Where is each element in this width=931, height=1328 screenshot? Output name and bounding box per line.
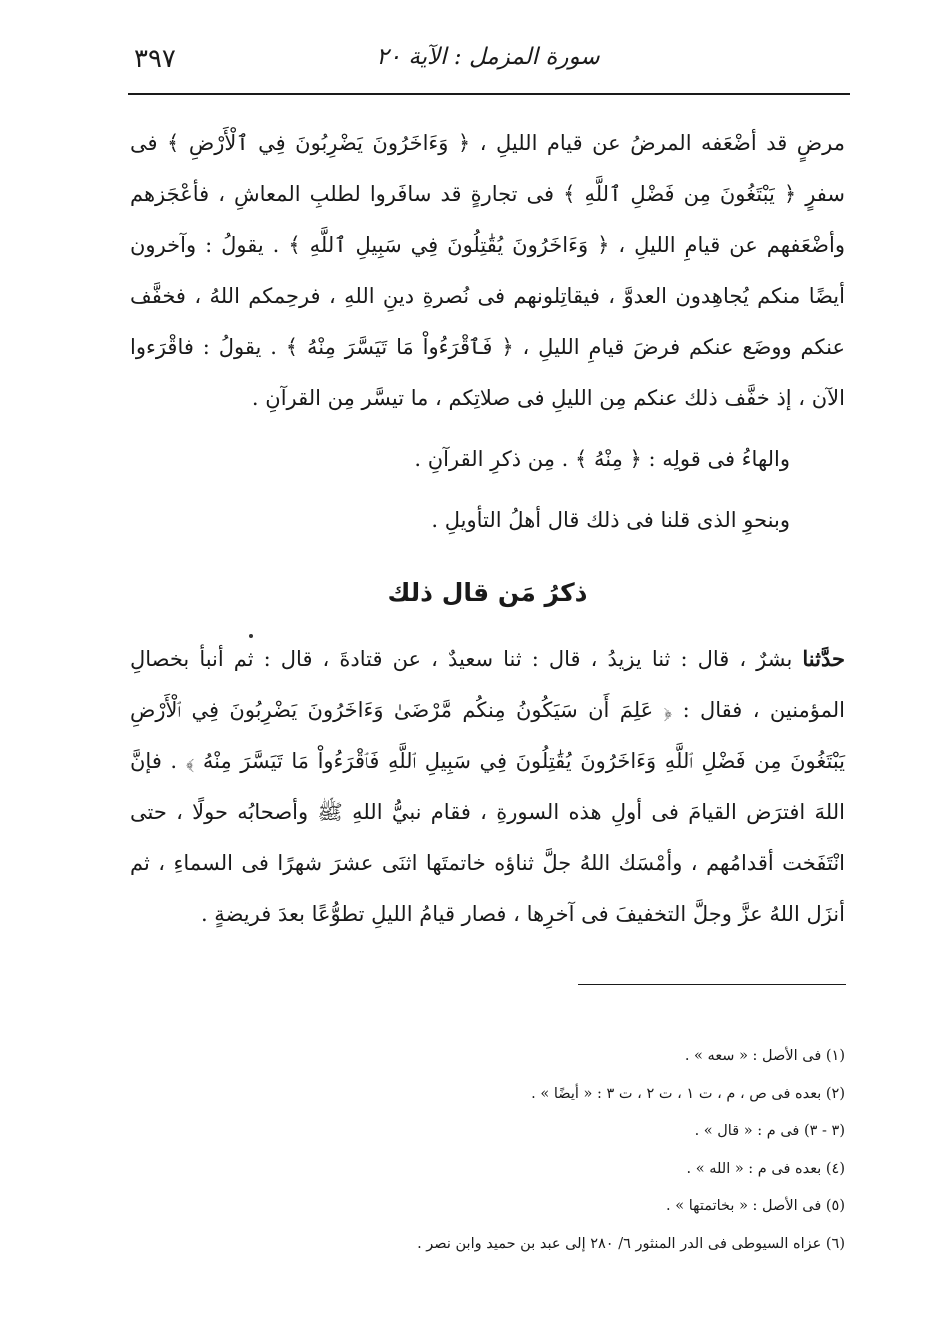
footnotes — [300, 1038, 845, 1263]
hadith-paragraph — [130, 633, 845, 940]
footnote: (٣ - ٣) فى م : « قال » . — [694, 1123, 845, 1139]
footnote: (٦) عزاه السيوطى فى الدر المنثور ٦/ ٢٨٠ إلى عبد بن حميد وابن نصر . — [417, 1235, 845, 1252]
footnote: (٤) بعده فى م : « الله » . — [686, 1160, 845, 1177]
header-rule — [128, 93, 850, 95]
tafsir-paragraph-2: والهاءُ فى قولِه : ﴿ مِنْهُ ﴾ . مِن ذكرِ القرآنِ . — [414, 447, 790, 471]
page-number: ٣٩٧ — [134, 44, 176, 74]
tafsir-paragraph-1: مرضٍ قد أضْعَفه المرضُ عن قيام الليلِ ، ﴿ وَءَاخَرُونَ يَضْرِبُونَ فِي ٱلْأَرْضِ ﴾ فى سفرٍ ﴿ يَبْتَغُونَ مِن فَضْلِ ٱللَّهِ ﴾ فى تجارةٍ قد سافَروا لطلبِ المعاشِ ، فأعْجَزهم وأضْعَفهم عن قيامِ الليلِ ، ﴿ وَءَاخَرُونَ يُقَٰتِلُونَ فِي سَبِيلِ ٱللَّهِ ﴾ . يقولُ : وآخرون أيضًا منكم يُجاهِدون العدوَّ ، فيقاتِلونهم فى نُصرةِ دينِ اللهِ ، فرحِمكم اللهُ ، فخفَّف عنكم ووضَع عنكم فرضَ قيامِ الليلِ ، ﴿ فَٱقْرَءُواْ مَا تَيَسَّرَ مِنْهُ ﴾ . يقولُ : فاقْرَءوا الآن ، إذ خفَّف ذلك عنكم مِن الليلِ فى صلاتِكم ، ما تيسَّر مِن القرآنِ . — [130, 131, 845, 410]
footnote: (١) فى الأصل : « سعه » . — [684, 1048, 845, 1064]
hadith-lead-word: حدَّثنا — [802, 646, 845, 671]
print-speck — [249, 634, 253, 638]
tafsir-paragraph-3: وبنحوِ الذى قلنا فى ذلك قال أهلُ التأويلِ . — [431, 508, 790, 532]
running-title: سورة المزمل : الآية ٢٠ — [376, 44, 600, 70]
running-header — [128, 36, 848, 86]
footnote: (٢) بعده فى ص ، م ، ت ١ ، ت ٢ ، ت ٣ : « أيضًا » . — [531, 1085, 845, 1102]
footnote-rule — [578, 984, 846, 985]
main-text — [130, 118, 845, 940]
footnote: (٥) فى الأصل : « بخاتمتها » . — [666, 1198, 845, 1214]
hadith-text: بشرٌ ، قال : ثنا يزيدُ ، قال : ثنا سعيدٌ ، عن قتادةَ ، قال : ثم أنبأ بخصالِ المؤمنين ، فقال : ﴿ عَلِمَ أَن سَيَكُونُ مِنكُم مَّرْضَىٰ وَءَاخَرُونَ يَضْرِبُونَ فِي ٱلْأَرْضِ يَبْتَغُونَ مِن فَضْلِ ٱللَّهِ وَءَاخَرُونَ يُقَٰتِلُونَ فِي سَبِيلِ ٱللَّهِ فَٱقْرَءُواْ مَا تَيَسَّرَ مِنْهُ ﴾ . فإنَّ اللهَ افترَض القيامَ فى أولِ هذه السورةِ ، فقام نبيُّ اللهِ ﷺ وأصحابُه حولًا ، حتى انْتَفَخت أقدامُهم ، وأمْسَك اللهُ جلَّ ثناؤه خاتمتَها اثنَى عشرَ شهرًا فى السماءِ ، ثم أنزَل اللهُ عزَّ وجلَّ التخفيفَ فى آخرِها ، فصار قيامُ الليلِ تطوُّعًا بعدَ فريضةٍ . — [130, 647, 845, 926]
section-heading: ذكرُ مَن قال ذلك — [387, 578, 588, 607]
